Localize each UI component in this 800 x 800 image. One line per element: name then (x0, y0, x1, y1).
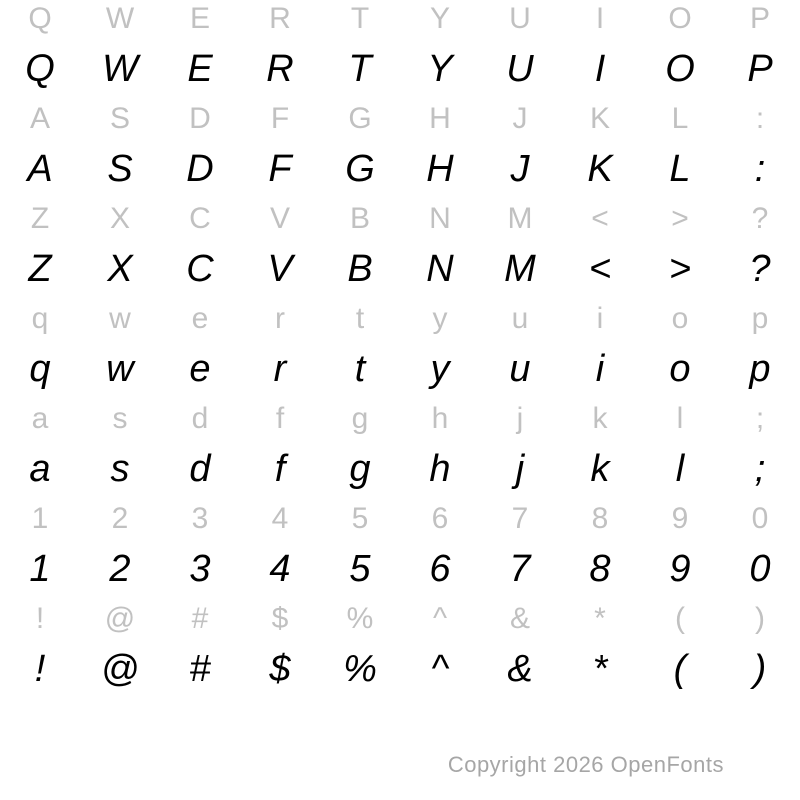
glyph-cell: 5 (349, 547, 371, 590)
glyph-cell: L (669, 147, 691, 190)
glyph-cell: Z (28, 247, 52, 290)
glyph-cell: 1 (29, 547, 51, 590)
glyph-row-muted (0, 194, 800, 244)
glyph-cell: D (189, 102, 211, 135)
glyph-cell: h (431, 402, 449, 435)
glyph-cell: 5 (351, 502, 369, 535)
glyph-cell: u (511, 302, 529, 335)
glyph-cell: 2 (109, 547, 131, 590)
glyph-cell: S (107, 147, 133, 190)
glyph-cell: < (591, 202, 609, 235)
glyph-cell: 1 (31, 502, 49, 535)
glyph-cell: P (747, 47, 773, 90)
glyph-cell: s (112, 402, 128, 435)
glyph-cell: ^ (432, 602, 448, 635)
glyph-row-strong (0, 44, 800, 94)
glyph-cell: K (587, 147, 613, 190)
glyph-cell: B (349, 202, 370, 235)
glyph-row-strong (0, 144, 800, 194)
glyph-cell: G (345, 147, 375, 190)
glyph-cell: $ (269, 647, 291, 690)
glyph-cell: g (351, 402, 369, 435)
glyph-cell: % (346, 602, 374, 635)
glyph-cell: ) (755, 602, 765, 635)
glyph-row-muted (0, 94, 800, 144)
glyph-cell: J (512, 102, 528, 135)
glyph-cell: y (430, 347, 450, 390)
glyph-cell: C (189, 202, 211, 235)
glyph-cell: W (102, 47, 138, 90)
glyph-cell: 7 (511, 502, 529, 535)
glyph-cell: t (355, 302, 365, 335)
glyph-cell: 7 (509, 547, 531, 590)
glyph-cell: 3 (191, 502, 209, 535)
glyph-cell: p (749, 347, 771, 390)
glyph-cell: I (594, 47, 606, 90)
glyph-cell: > (668, 247, 692, 290)
glyph-cell: 6 (429, 547, 451, 590)
glyph-cell: a (29, 447, 51, 490)
glyph-cell: y (432, 302, 448, 335)
glyph-cell: B (347, 247, 373, 290)
glyph-cell: # (189, 647, 211, 690)
glyph-cell: E (187, 47, 213, 90)
glyph-cell: ! (34, 647, 46, 690)
glyph-cell: ; (755, 402, 765, 435)
glyph-cell: E (189, 2, 210, 35)
glyph-cell: e (191, 302, 209, 335)
glyph-cell: L (671, 102, 689, 135)
glyph-cell: * (592, 647, 608, 690)
glyph-cell: f (274, 447, 286, 490)
glyph-cell: e (189, 347, 211, 390)
glyph-cell: @ (104, 602, 136, 635)
glyph-cell: Q (25, 47, 55, 90)
glyph-cell: 3 (189, 547, 211, 590)
glyph-cell: T (348, 47, 372, 90)
glyph-cell: ) (753, 647, 767, 690)
glyph-cell: : (755, 102, 765, 135)
glyph-cell: D (186, 147, 214, 190)
glyph-cell: 8 (589, 547, 611, 590)
glyph-cell: 2 (111, 502, 129, 535)
glyph-row-strong (0, 344, 800, 394)
glyph-cell: 8 (591, 502, 609, 535)
glyph-cell: V (267, 247, 293, 290)
glyph-cell: % (343, 647, 377, 690)
glyph-row-muted (0, 0, 800, 44)
glyph-cell: ( (673, 647, 687, 690)
glyph-cell: p (751, 302, 769, 335)
glyph-cell: 4 (269, 547, 291, 590)
glyph-cell: f (275, 402, 285, 435)
glyph-cell: F (268, 147, 292, 190)
glyph-cell: o (669, 347, 691, 390)
glyph-row-muted (0, 594, 800, 644)
glyph-cell: s (110, 447, 130, 490)
glyph-cell: ? (751, 202, 769, 235)
glyph-cell: R (266, 47, 294, 90)
glyph-cell: J (510, 147, 530, 190)
glyph-cell: & (509, 602, 530, 635)
glyph-cell: o (671, 302, 689, 335)
glyph-cell: j (515, 447, 525, 490)
glyph-row-strong (0, 544, 800, 594)
glyph-cell: h (429, 447, 451, 490)
glyph-cell: H (429, 102, 451, 135)
glyph-cell: w (106, 347, 134, 390)
glyph-row-strong (0, 444, 800, 494)
glyph-cell: F (270, 102, 290, 135)
glyph-cell: V (269, 202, 290, 235)
glyph-cell: Q (28, 2, 52, 35)
glyph-cell: t (354, 347, 366, 390)
glyph-cell: i (596, 302, 604, 335)
glyph-cell: : (754, 147, 766, 190)
glyph-cell: Z (30, 202, 50, 235)
glyph-cell: X (107, 247, 133, 290)
glyph-cell: u (509, 347, 531, 390)
glyph-cell: g (349, 447, 371, 490)
glyph-cell: k (590, 447, 610, 490)
glyph-cell: 6 (431, 502, 449, 535)
glyph-cell: ? (749, 247, 771, 290)
glyph-cell: l (675, 447, 685, 490)
glyph-cell: N (426, 247, 454, 290)
glyph-cell: S (109, 102, 130, 135)
glyph-cell: K (589, 102, 610, 135)
glyph-cell: 9 (671, 502, 689, 535)
glyph-cell: Y (427, 47, 453, 90)
glyph-cell: A (29, 102, 50, 135)
glyph-cell: > (671, 202, 689, 235)
glyph-cell: 0 (749, 547, 771, 590)
glyph-cell: M (507, 202, 533, 235)
glyph-cell: A (27, 147, 53, 190)
glyph-cell: O (665, 47, 695, 90)
glyph-cell: U (506, 47, 534, 90)
glyph-cell: 0 (751, 502, 769, 535)
glyph-row-strong (0, 244, 800, 294)
glyph-cell: @ (100, 647, 140, 690)
glyph-cell: d (191, 402, 209, 435)
glyph-cell: R (269, 2, 291, 35)
glyph-cell: # (191, 602, 209, 635)
glyph-cell: d (189, 447, 211, 490)
glyph-cell: ! (35, 602, 45, 635)
glyph-cell: X (109, 202, 130, 235)
glyph-row-muted (0, 394, 800, 444)
glyph-cell: Y (429, 2, 450, 35)
glyph-cell: k (592, 402, 608, 435)
glyph-cell: C (186, 247, 214, 290)
copyright-notice: Copyright 2026 OpenFonts (447, 752, 724, 777)
glyph-cell: P (749, 2, 770, 35)
glyph-cell: H (426, 147, 454, 190)
glyph-cell: U (509, 2, 531, 35)
glyph-row-strong (0, 644, 800, 694)
glyph-row-muted (0, 494, 800, 544)
glyph-cell: 4 (271, 502, 289, 535)
glyph-cell: O (668, 2, 692, 35)
glyph-cell: N (429, 202, 451, 235)
glyph-cell: W (105, 2, 135, 35)
glyph-cell: r (273, 347, 287, 390)
glyph-cell: q (31, 302, 49, 335)
glyph-row-muted (0, 294, 800, 344)
glyph-cell: & (507, 647, 533, 690)
glyph-cell: I (595, 2, 605, 35)
glyph-cell: < (588, 247, 612, 290)
glyph-cell: T (350, 2, 370, 35)
glyph-cell: G (348, 102, 372, 135)
glyph-cell: j (516, 402, 524, 435)
glyph-cell: ; (754, 447, 766, 490)
glyph-cell: w (109, 302, 131, 335)
glyph-cell: M (504, 247, 536, 290)
glyph-cell: a (31, 402, 49, 435)
glyph-cell: q (29, 347, 51, 390)
glyph-cell: * (594, 602, 606, 635)
glyph-cell: 9 (669, 547, 691, 590)
glyph-cell: ( (675, 602, 685, 635)
glyph-cell: $ (271, 602, 289, 635)
glyph-cell: l (676, 402, 684, 435)
glyph-cell: i (595, 347, 605, 390)
glyph-cell: ^ (431, 647, 449, 690)
glyph-cell: r (275, 302, 285, 335)
